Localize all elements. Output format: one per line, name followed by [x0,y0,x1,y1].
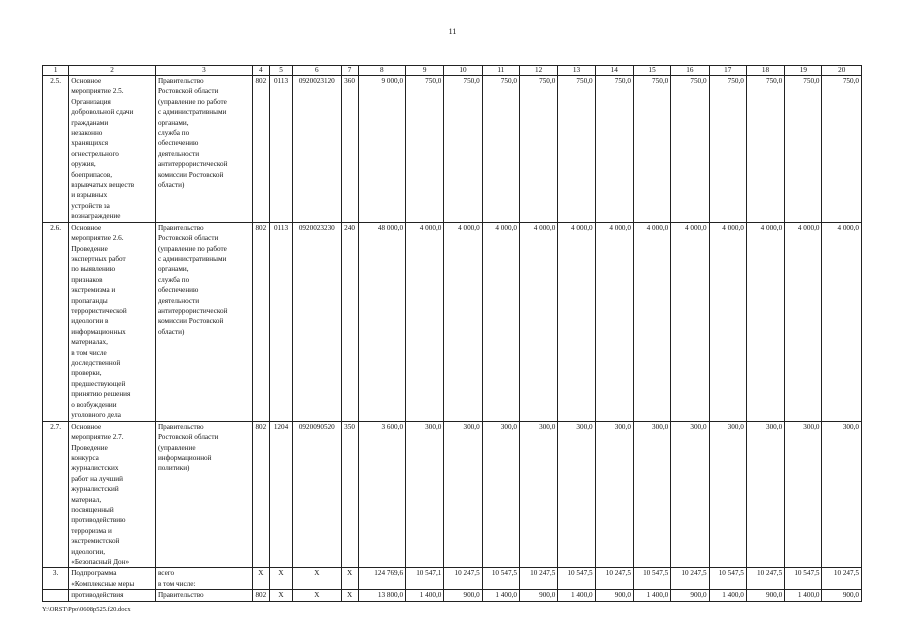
activity-name: Основное мероприятие 2.5. Организация добровольной сдачи гражданами незаконно хранящихся огнестрельного оружия, боеприпасов, взрывчатых веществ и взрывных устройств за вознаграждение [69,76,156,223]
value-cell: 4 000,0 [482,222,519,421]
vr-code: X [341,568,358,590]
rzpr-code: X [269,568,292,590]
value-cell: 10 547,5 [482,568,519,590]
value-cell: 750,0 [822,76,862,223]
budget-table [42,65,862,602]
value-cell: 750,0 [709,76,746,223]
value-cell: 4 000,0 [746,222,784,421]
header-cell: 19 [785,66,822,76]
value-cell: 4 000,0 [519,222,557,421]
value-cell: 13 800,0 [358,590,405,601]
value-cell: 4 000,0 [558,222,595,421]
value-cell: 10 547,5 [633,568,670,590]
executor: Правительство Ростовской области (управление по работе с административными органами, служба по обеспечению деятельности антитеррористической комиссии Ростовской области) [155,222,252,421]
header-cell: 7 [341,66,358,76]
value-cell: 124 769,6 [358,568,405,590]
value-cell: 4 000,0 [406,222,444,421]
value-cell: 750,0 [482,76,519,223]
value-cell: 10 247,5 [444,568,482,590]
vr-code: X [341,590,358,601]
value-cell: 4 000,0 [671,222,709,421]
header-cell: 2 [69,66,156,76]
header-cell: 8 [358,66,405,76]
value-cell: 1 400,0 [406,590,444,601]
value-cell: 1 400,0 [482,590,519,601]
executor: всего в том числе: [155,568,252,590]
value-cell: 900,0 [822,590,862,601]
value-cell: 10 247,5 [671,568,709,590]
value-cell: 900,0 [671,590,709,601]
value-cell: 300,0 [671,421,709,568]
table-row [43,421,862,568]
header-cell: 5 [269,66,292,76]
value-cell: 10 247,5 [746,568,784,590]
value-cell: 750,0 [558,76,595,223]
header-cell: 1 [43,66,69,76]
activity-name: Основное мероприятие 2.6. Проведение экспертных работ по выявлению признаков экстремизма и пропаганды террористической идеологии в информационных материалах, в том числе доследственной проверки, предшествующей принятию решения о возбуждении уголовного дела [69,222,156,421]
row-number: 2.5. [43,76,69,223]
value-cell: 4 000,0 [595,222,633,421]
row-number: 2.6. [43,222,69,421]
header-cell: 11 [482,66,519,76]
value-cell: 900,0 [444,590,482,601]
table-row [43,76,862,223]
executor: Правительство [155,590,252,601]
value-cell: 750,0 [444,76,482,223]
value-cell: 750,0 [671,76,709,223]
header-cell: 16 [671,66,709,76]
value-cell: 300,0 [406,421,444,568]
value-cell: 300,0 [709,421,746,568]
value-cell: 1 400,0 [558,590,595,601]
csr-code: X [293,590,341,601]
header-cell: 6 [293,66,341,76]
row-number [43,590,69,601]
table-row [43,590,862,601]
value-cell: 300,0 [519,421,557,568]
header-row [43,66,862,76]
value-cell: 750,0 [633,76,670,223]
value-cell: 10 547,5 [558,568,595,590]
value-cell: 750,0 [595,76,633,223]
value-cell: 48 000,0 [358,222,405,421]
vr-code: 350 [341,421,358,568]
grbs-code: X [252,568,269,590]
header-cell: 9 [406,66,444,76]
csr-code: 0920090520 [293,421,341,568]
file-path-footer: Y:\ORST\Ppo\0608p525.f20.docx [42,606,131,613]
csr-code: X [293,568,341,590]
csr-code: 0920023120 [293,76,341,223]
value-cell: 10 547,5 [709,568,746,590]
value-cell: 750,0 [519,76,557,223]
value-cell: 750,0 [406,76,444,223]
header-cell: 13 [558,66,595,76]
value-cell: 900,0 [595,590,633,601]
value-cell: 4 000,0 [444,222,482,421]
value-cell: 3 600,0 [358,421,405,568]
value-cell: 300,0 [822,421,862,568]
value-cell: 900,0 [746,590,784,601]
value-cell: 4 000,0 [709,222,746,421]
value-cell: 4 000,0 [633,222,670,421]
header-cell: 4 [252,66,269,76]
activity-name: Основное мероприятие 2.7. Проведение конкурса журналистских работ на лучший журналистский материал, посвященный противодействию терроризма и экстремистской идеологии, «Безопасный Дон» [69,421,156,568]
value-cell: 10 247,5 [822,568,862,590]
value-cell: 300,0 [595,421,633,568]
value-cell: 1 400,0 [709,590,746,601]
value-cell: 300,0 [558,421,595,568]
value-cell: 300,0 [785,421,822,568]
header-cell: 17 [709,66,746,76]
header-cell: 20 [822,66,862,76]
rzpr-code: X [269,590,292,601]
value-cell: 4 000,0 [822,222,862,421]
header-cell: 15 [633,66,670,76]
rzpr-code: 0113 [269,222,292,421]
rzpr-code: 0113 [269,76,292,223]
value-cell: 10 547,1 [406,568,444,590]
value-cell: 300,0 [482,421,519,568]
value-cell: 300,0 [746,421,784,568]
executor: Правительство Ростовской области (управление по работе с административными органами, служба по обеспечению деятельности антитеррористической комиссии Ростовской области) [155,76,252,223]
value-cell: 1 400,0 [785,590,822,601]
value-cell: 10 247,5 [519,568,557,590]
value-cell: 1 400,0 [633,590,670,601]
header-cell: 12 [519,66,557,76]
grbs-code: 802 [252,590,269,601]
value-cell: 750,0 [785,76,822,223]
rzpr-code: 1204 [269,421,292,568]
vr-code: 240 [341,222,358,421]
header-cell: 3 [155,66,252,76]
executor: Правительство Ростовской области (управление информационной политики) [155,421,252,568]
grbs-code: 802 [252,76,269,223]
value-cell: 10 547,5 [785,568,822,590]
table-row [43,568,862,590]
vr-code: 360 [341,76,358,223]
activity-name: противодействия [69,590,156,601]
activity-name: Подпрограмма «Комплексные меры [69,568,156,590]
value-cell: 900,0 [519,590,557,601]
header-cell: 18 [746,66,784,76]
row-number: 2.7. [43,421,69,568]
table-row [43,222,862,421]
value-cell: 4 000,0 [785,222,822,421]
value-cell: 750,0 [746,76,784,223]
value-cell: 300,0 [633,421,670,568]
page-number: 11 [448,27,457,36]
value-cell: 10 247,5 [595,568,633,590]
value-cell: 9 000,0 [358,76,405,223]
header-cell: 10 [444,66,482,76]
grbs-code: 802 [252,222,269,421]
grbs-code: 802 [252,421,269,568]
csr-code: 0920023230 [293,222,341,421]
row-number: 3. [43,568,69,590]
header-cell: 14 [595,66,633,76]
value-cell: 300,0 [444,421,482,568]
